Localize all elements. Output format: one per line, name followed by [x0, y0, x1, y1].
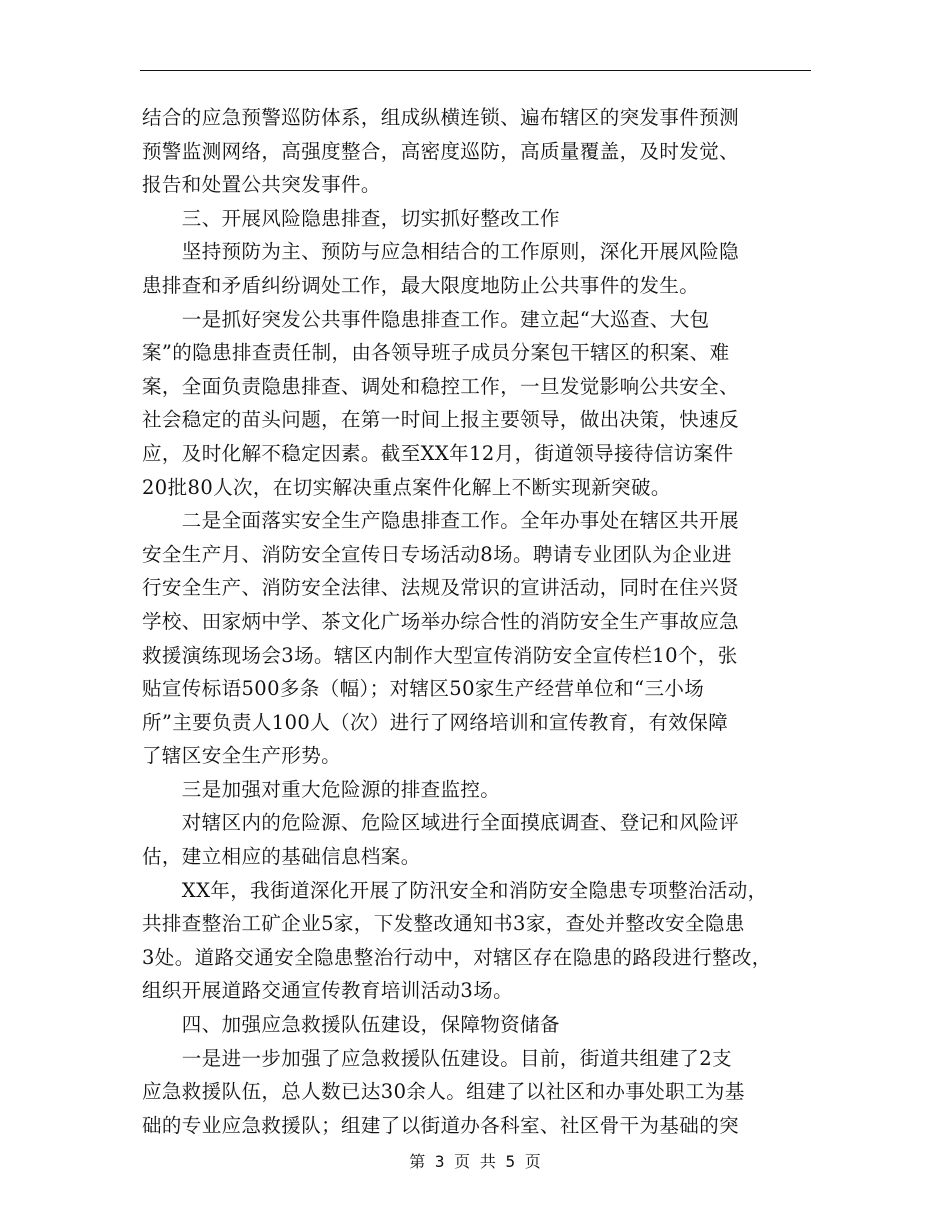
section-heading: 三、开展风险隐患排查，切实抓好整改工作: [142, 206, 560, 230]
section-heading: 四、加强应急救援队伍建设，保障物资储备: [142, 1013, 560, 1037]
text-line: 二是全面落实安全生产隐患排查工作。全年办事处在辖区共开展: [142, 509, 740, 533]
text-line: 行安全生产、消防安全法律、法规及常识的宣讲活动，同时在住兴贤: [142, 576, 740, 600]
text-line: 患排查和矛盾纠纷调处工作，最大限度地防止公共事件的发生。: [142, 273, 700, 297]
text-line: 安全生产月、消防安全宣传日专场活动8场。聘请专业团队为企业进: [142, 542, 732, 566]
text-line: 础的专业应急救援队；组建了以街道办各科室、社区骨干为基础的突: [142, 1113, 740, 1137]
text-line: 案”的隐患排查责任制，由各领导班子成员分案包干辖区的积案、难: [142, 341, 730, 365]
text-line: 学校、田家炳中学、茶文化广场举办综合性的消防安全生产事故应急: [142, 609, 740, 633]
text-line: 共排查整治工矿企业5家，下发整改通知书3家，查处并整改安全隐患: [142, 912, 745, 936]
text-line: 报告和处置公共突发事件。: [142, 173, 381, 197]
text-line: 社会稳定的苗头问题，在第一时间上报主要领导，做出决策，快速反: [142, 408, 740, 432]
text-line: 一是进一步加强了应急救援队伍建设。目前，街道共组建了2支: [142, 1046, 732, 1070]
text-line: 应急救援队伍，总人数已达30余人。组建了以社区和办事处职工为基: [142, 1080, 745, 1104]
page-number-footer: 第 3 页 共 5 页: [409, 1152, 541, 1171]
text-line: 20批80人次，在切实解决重点案件化解上不断实现新突破。: [142, 475, 671, 499]
text-line: XX年，我街道深化开展了防汛安全和消防安全隐患专项整治活动，: [142, 878, 768, 902]
text-line: 预警监测网络，高强度整合，高密度巡防，高质量覆盖，及时发觉、: [142, 139, 740, 163]
text-line: 一是抓好突发公共事件隐患排查工作。建立起“大巡查、大包: [142, 307, 710, 331]
text-line: 对辖区内的危险源、危险区域进行全面摸底调查、登记和风险评: [142, 811, 740, 835]
text-line: 救援演练现场会3场。辖区内制作大型宣传消防安全宣传栏10个，张: [142, 643, 738, 667]
text-line: 所”主要负责人100人（次）进行了网络培训和宣传教育，有效保障: [142, 710, 729, 734]
text-line: 应，及时化解不稳定因素。截至XX年12月，街道领导接待信访案件: [142, 441, 734, 465]
text-line: 了辖区安全生产形势。: [142, 744, 342, 768]
text-line: 结合的应急预警巡防体系，组成纵横连锁、遍布辖区的突发事件预测: [142, 106, 740, 129]
text-line: 三是加强对重大危险源的排查监控。: [142, 777, 501, 801]
text-line: 估，建立相应的基础信息档案。: [142, 845, 421, 869]
header-rule: [140, 70, 811, 71]
text-line: 案，全面负责隐患排查、调处和稳控工作，一旦发觉影响公共安全、: [142, 374, 740, 398]
text-line: 组织开展道路交通宣传教育培训活动3场。: [142, 979, 514, 1003]
text-line: 贴宣传标语500多条（幅）；对辖区50家生产经营单位和“三小场: [142, 677, 705, 701]
document-body: [142, 101, 820, 1142]
text-line: 坚持预防为主、预防与应急相结合的工作原则，深化开展风险隐: [142, 240, 740, 264]
text-line: 3处。道路交通安全隐患整治行动中，对辖区存在隐患的路段进行整改，: [142, 945, 772, 969]
